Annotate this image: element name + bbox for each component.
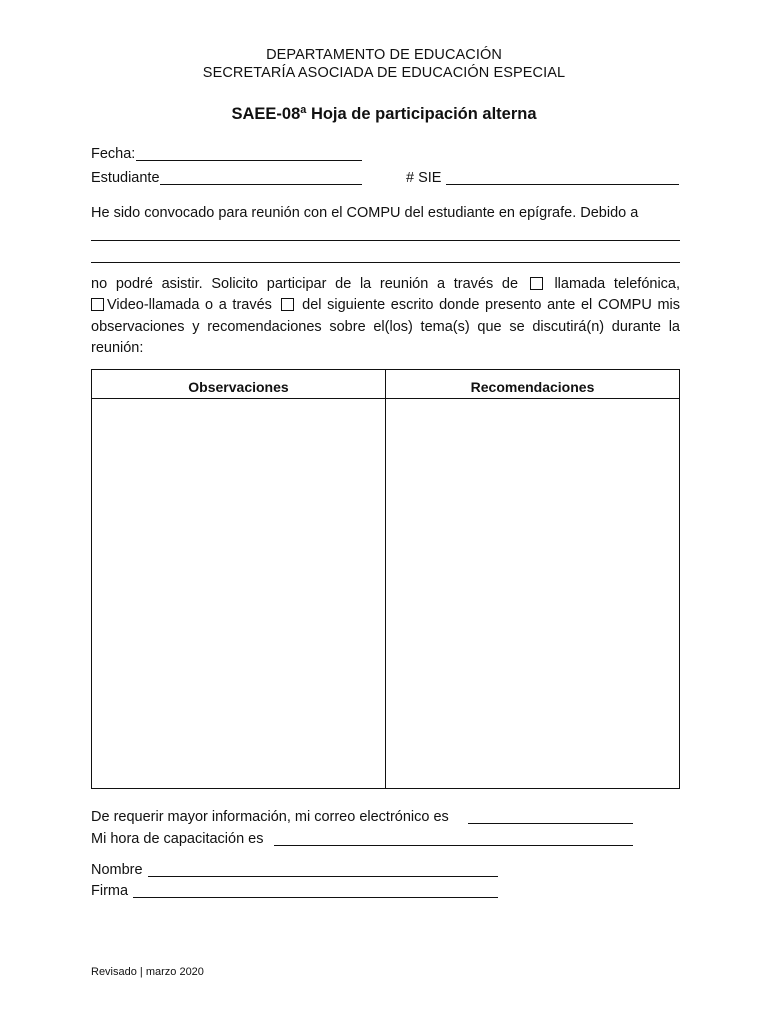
training-label: Mi hora de capacitación es (91, 831, 264, 847)
observations-table (91, 369, 680, 789)
table-column-divider (385, 370, 386, 788)
recommendations-cell[interactable] (387, 400, 679, 788)
name-field[interactable] (148, 876, 498, 877)
fecha-label: Fecha: (91, 146, 136, 162)
fecha-field[interactable] (136, 160, 362, 161)
reason-line-2[interactable] (91, 262, 680, 263)
intro-text: He sido convocado para reunión con el COMPU del estudiante en epígrafe. Debido a (91, 205, 639, 221)
reason-line-1[interactable] (91, 240, 680, 241)
paragraph-line-2-b: del siguiente escrito donde presento ante el COMPU mis (302, 297, 680, 313)
sie-field[interactable] (446, 184, 679, 185)
paragraph-line-1-a: no podré asistir. Solicito participar de la reunión a través de (91, 276, 519, 292)
email-field[interactable] (468, 823, 633, 824)
department-heading: DEPARTAMENTO DE EDUCACIÓN (266, 47, 502, 63)
paragraph-line-1-b: llamada telefónica, (554, 276, 681, 292)
form-title: SAEE-08ª Hoja de participación alterna (231, 105, 537, 123)
recommendations-header: Recomendaciones (470, 379, 595, 395)
revision-footer: Revisado | marzo 2020 (91, 966, 204, 978)
name-label: Nombre (91, 862, 143, 878)
paragraph-line-2 (91, 297, 680, 313)
paragraph-line-1 (91, 276, 680, 292)
table-header-divider (92, 398, 679, 399)
signature-label: Firma (91, 883, 129, 899)
video-call-checkbox[interactable] (91, 298, 104, 311)
secretariat-heading: SECRETARÍA ASOCIADA DE EDUCACIÓN ESPECIAL (202, 65, 566, 81)
paragraph-line-2-a: Video-llamada o a través (107, 297, 272, 313)
paragraph-line-3: observaciones y recomendaciones sobre el(los) tema(s) que se discutirá(n) durante la (91, 319, 680, 335)
email-label: De requerir mayor información, mi correo electrónico es (91, 809, 449, 825)
observations-header: Observaciones (188, 379, 289, 395)
estudiante-label: Estudiante (91, 170, 160, 186)
training-field[interactable] (274, 845, 633, 846)
phone-call-checkbox[interactable] (530, 277, 543, 290)
estudiante-field[interactable] (160, 184, 362, 185)
written-checkbox[interactable] (281, 298, 294, 311)
sie-label: # SIE (406, 170, 442, 186)
paragraph-line-4: reunión: (91, 340, 144, 356)
observations-cell[interactable] (93, 400, 384, 788)
signature-field[interactable] (133, 897, 498, 898)
